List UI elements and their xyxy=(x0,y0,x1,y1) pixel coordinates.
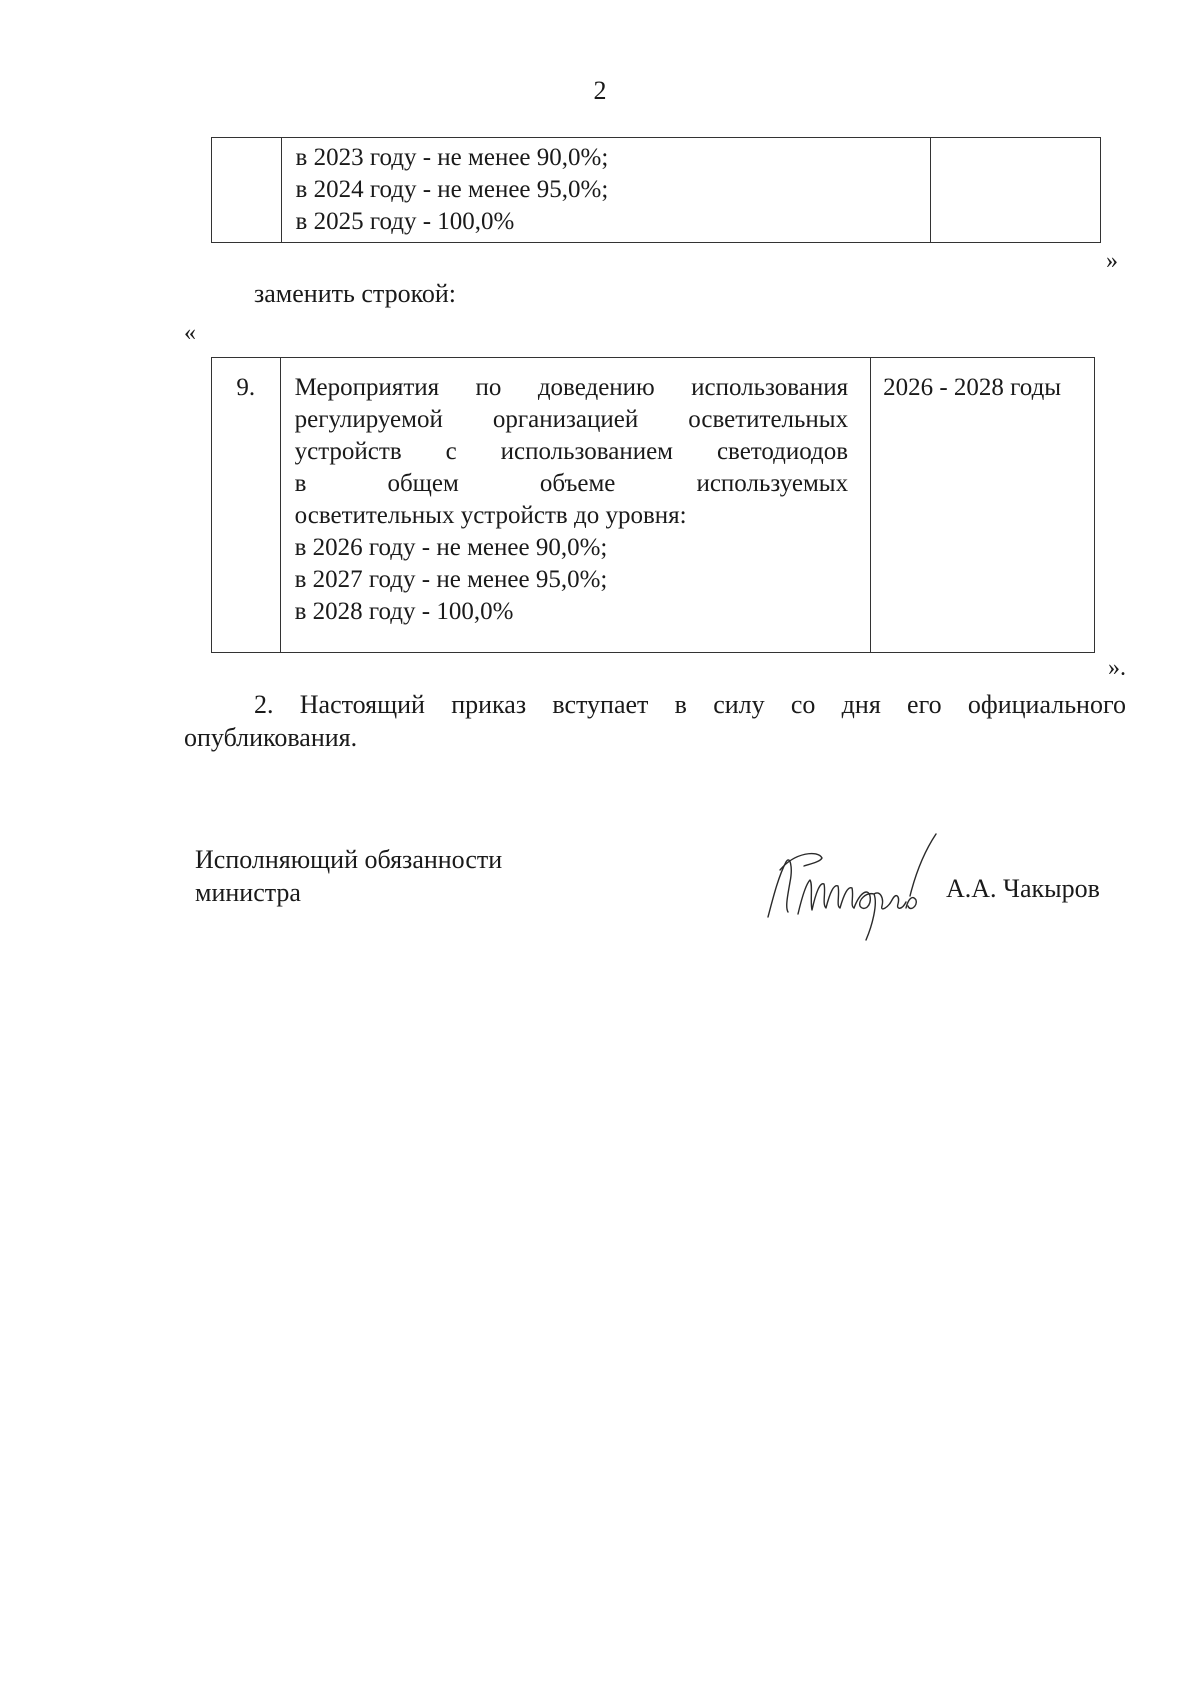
description-line: регулируемой организацией осветительных xyxy=(294,406,849,433)
old-number-cell xyxy=(212,138,282,243)
old-period-cell xyxy=(931,138,1101,243)
description-line: осветительных устройств до уровня: xyxy=(294,502,687,529)
description-cell xyxy=(280,358,871,653)
opening-quote: « xyxy=(184,320,196,346)
signer-title-line: министра xyxy=(195,878,301,907)
description-line: Мероприятия по доведению использования xyxy=(294,374,849,401)
target-line: в 2027 году - не менее 95,0%; xyxy=(294,566,608,593)
closing-quote: » xyxy=(1106,248,1118,274)
new-table-row xyxy=(211,357,1095,653)
target-line: в 2026 году - не менее 90,0%; xyxy=(294,534,608,561)
closing-quote-period: ». xyxy=(1108,655,1126,681)
old-target-line: в 2023 году - не менее 90,0%; xyxy=(295,144,609,171)
old-description-cell xyxy=(281,138,930,243)
row-number-cell: 9. xyxy=(212,358,281,653)
replace-instruction: заменить строкой: xyxy=(254,279,457,308)
clause-2-line: опубликования. xyxy=(184,723,358,752)
handwritten-signature xyxy=(760,822,950,952)
description-line: устройств с использованием светодиодов xyxy=(294,438,849,465)
signer-name: А.А. Чакыров xyxy=(946,874,1100,903)
old-target-line: в 2024 году - не менее 95,0%; xyxy=(295,176,609,203)
page-number: 2 xyxy=(593,76,607,105)
period-cell: 2026 - 2028 годы xyxy=(871,358,1095,653)
signer-title-line: Исполняющий обязанности xyxy=(195,845,503,874)
target-line: в 2028 году - 100,0% xyxy=(294,598,514,625)
description-line: в общем объеме используемых xyxy=(294,470,849,497)
old-table-row xyxy=(211,137,1101,243)
clause-2-line: 2. Настоящий приказ вступает в силу со дня его официального xyxy=(254,690,1126,719)
clause-2 xyxy=(184,688,1126,754)
old-target-line: в 2025 году - 100,0% xyxy=(295,208,515,235)
signer-title xyxy=(195,843,502,909)
